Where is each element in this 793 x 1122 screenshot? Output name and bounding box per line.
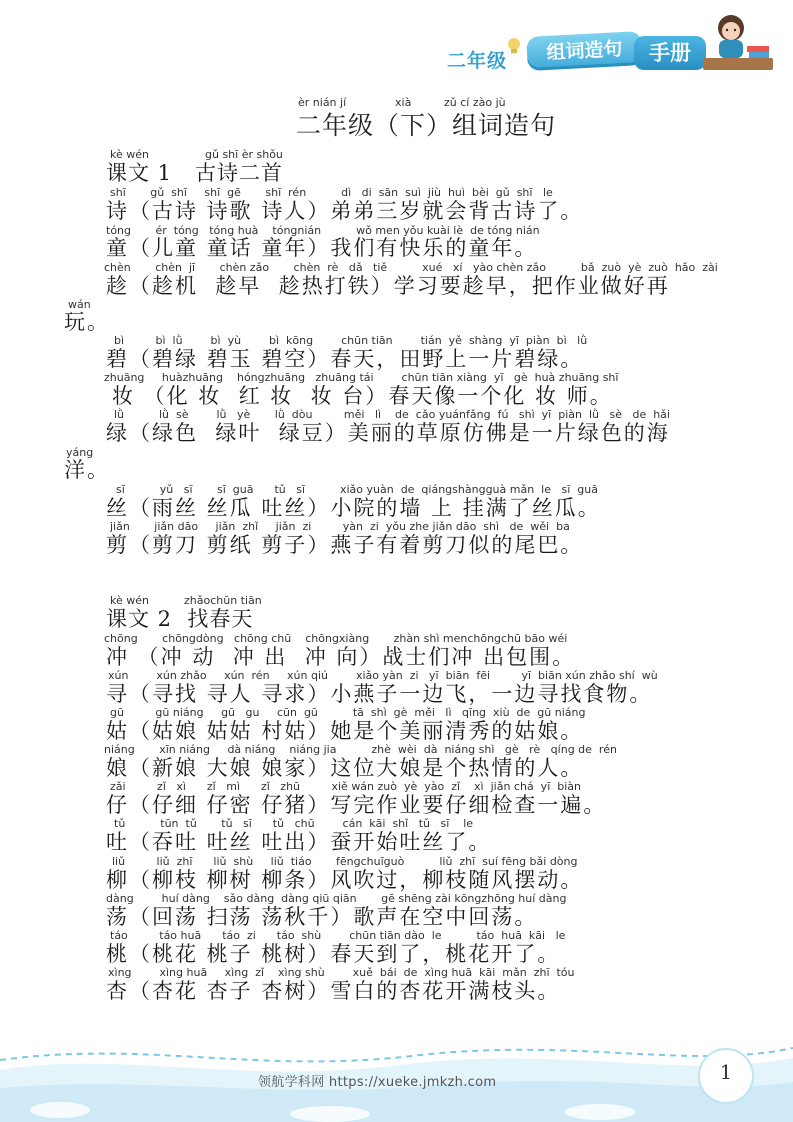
topic-badge: 组词造句 [526,31,643,71]
line-pinyin: zhuāng huàzhuāng hóngzhuāng zhuāng tái chūn tiān xiàng yī gè huà zhuāng shī [104,371,619,384]
line-text: 姑（姑娘 姑姑 村姑）她是个美丽清秀的姑娘。 [106,719,584,743]
line-text: 童（儿童 童话 童年）我们有快乐的童年。 [106,236,538,260]
line-pinyin: dàng huí dàng sǎo dàng dàng qiū qiān gē shēng zài kōngzhōng huí dàng [106,892,567,905]
lesson1-heading-pinyin-a: kè wén [110,148,149,161]
line-text: 仔（仔细 仔密 仔猪）写完作业要仔细检查一遍。 [106,793,607,817]
line-text: 桃（桃花 桃子 桃树）春天到了，桃花开了。 [106,942,561,966]
line-pinyin: shī gǔ shī shī gē shī rén dì di sān suì jiù huì bèi gǔ shī le [110,186,553,199]
line-text: 吐（吞吐 吐丝 吐出）蚕开始吐丝了。 [106,830,492,854]
line-pinyin: tǔ tūn tǔ tǔ sī tǔ chū cán kāi shǐ tǔ sī le [114,817,474,830]
handbook-badge: 手册 [634,36,706,70]
footer-source-link[interactable]: 领航学科网 https://xueke.jmkzh.com [258,1075,497,1090]
page-title: 二年级（下）组词造句 [296,111,557,140]
line-text: 寻（寻找 寻人 寻求）小燕子一边飞，一边寻找食物。 [106,682,653,706]
line-text: 诗（古诗 诗歌 诗人）弟弟三岁就会背古诗了。 [106,199,584,223]
header [0,0,793,80]
lesson1-heading: 课文 1 古诗二首 [106,161,284,185]
line-pinyin: jiǎn jiǎn dāo jiǎn zhǐ jiǎn zi yàn zi yǒu zhe jiǎn dāo shì de wěi ba [110,520,570,533]
line-text: 冲 （冲 动 冲 出 冲 向）战士们冲 出包围。 [106,645,576,669]
line-pinyin: táo táo huā táo zi táo shù chūn tiān dào le táo huā kāi le [110,929,566,942]
lesson2-heading-pinyin-b: zhǎochūn tiān [184,594,262,607]
line-pinyin: liǔ liǔ zhī liǔ shù liǔ tiáo fēngchuīguò liǔ zhī suí fēng bǎi dòng [112,855,578,868]
line-text: 丝（雨丝 丝瓜 吐丝）小院的墙 上 挂满了丝瓜。 [106,496,601,520]
line-pinyin: lǜ lǜ sè lǜ yè lǜ dòu měi lì de cǎo yuánfǎng fú shì yī piàn lǜ sè de hǎi [114,408,670,421]
line-text: 碧（碧绿 碧玉 碧空）春天，田野上一片碧绿。 [106,347,584,371]
line-pinyin: chèn chèn jī chèn zǎo chèn rè dǎ tiě xué xí yào chèn zǎo bǎ zuò yè zuò hǎo zài [104,261,718,274]
line-text: 剪（剪刀 剪纸 剪子）燕子有着剪刀似的尾巴。 [106,533,584,557]
line-text: 娘（新娘 大娘 娘家）这位大娘是个热情的人。 [106,756,584,780]
title-pinyin-1: èr nián jí [298,96,347,109]
line-pinyin: bì bì lǜ bì yù bì kōng chūn tiān tián yě shàng yī piàn bì lǜ [114,334,588,347]
line-wrap-text: 洋。 [64,458,110,482]
line-pinyin: gū gū niáng gū gu cūn gū tā shì gè měi lì qīng xiù de gū niáng [110,706,586,719]
line-pinyin: tóng ér tóng tóng huà tóngnián wǒ men yǒu kuài lè de tóng nián [106,224,540,237]
line-wrap-pinyin: wán [68,298,91,311]
line-text: 妆 （化 妆 红 妆 妆 台）春天像一个化 妆 师。 [112,384,613,408]
girl-reading-illustration [703,10,773,72]
line-pinyin: sī yǔ sī sī guā tǔ sī xiǎo yuàn de qiángshàngguà mǎn le sī guā [116,483,598,496]
lesson1-heading-pinyin-b: gǔ shī èr shǒu [205,148,283,161]
line-text: 绿（绿色 绿叶 绿豆）美丽的草原仿佛是一片绿色的海 [106,421,670,445]
line-text: 柳（柳枝 柳树 柳条）风吹过，柳枝随风摆动。 [106,868,584,892]
line-pinyin: xún xún zhǎo xún rén xún qiú xiǎo yàn zi yī biān fēi yī biān xún zhǎo shí wù [108,669,658,682]
line-pinyin: chōng chōngdòng chōng chū chōngxiàng zhàn shì menchōngchū bāo wéi [104,632,568,645]
line-wrap-text: 玩。 [64,310,110,334]
line-pinyin: zǎi zǐ xì zǐ mì zǐ zhū xiě wán zuò yè yào zǐ xì jiǎn chá yī biàn [110,780,581,793]
line-wrap-pinyin: yáng [66,446,94,459]
line-text: 趁（趁机 趁早 趁热打铁）学习要趁早，把作业做好再 [106,274,670,298]
line-text: 杏（杏花 杏子 杏树）雪白的杏花开满枝头。 [106,979,561,1003]
lightbulb-icon [505,36,523,54]
lesson2-heading: 课文 2 找春天 [106,607,254,631]
page-number: 1 [719,1060,733,1084]
title-pinyin-3: zǔ cí zào jù [444,96,506,109]
lesson2-heading-pinyin-a: kè wén [110,594,149,607]
line-pinyin: niáng xīn niáng dà niáng niáng jia zhè wèi dà niáng shì gè rè qíng de rén [104,743,617,756]
grade-label: 二年级 [447,50,508,72]
title-pinyin-2: xià [395,96,412,109]
line-text: 荡（回荡 扫荡 荡秋千）歌声在空中回荡。 [106,905,538,929]
line-pinyin: xìng xìng huā xìng zǐ xìng shù xuě bái de xìng huā kāi mǎn zhī tóu [108,966,575,979]
